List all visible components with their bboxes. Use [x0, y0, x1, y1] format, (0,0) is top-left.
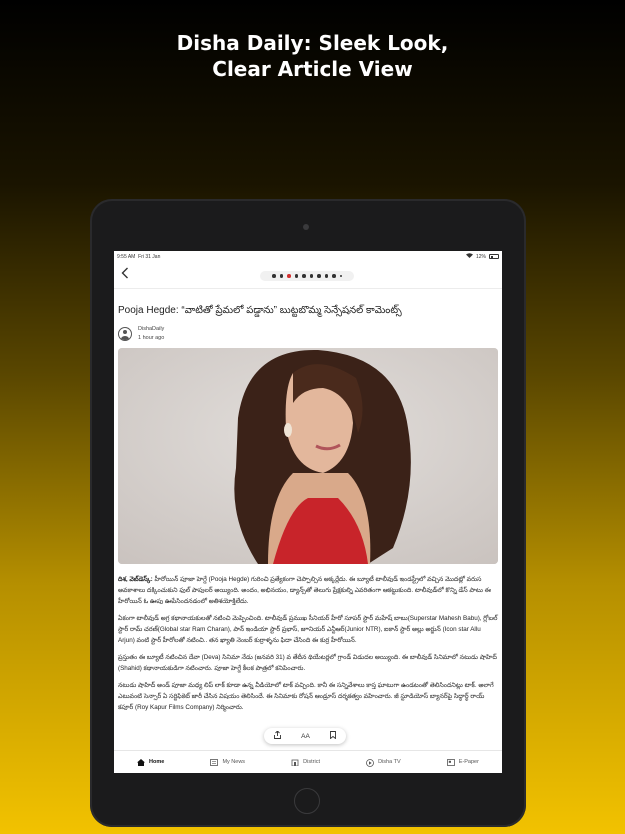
page-dot: [340, 275, 342, 277]
page-dot: [310, 274, 314, 278]
dateline: దిశ, వెబ్‌డెస్క్:: [118, 576, 153, 583]
status-time: 9:55 AM: [117, 253, 136, 260]
publish-time: 1 hour ago: [138, 335, 165, 341]
article-page-indicator[interactable]: [260, 271, 354, 281]
tab-home[interactable]: [137, 759, 164, 766]
epaper-icon: [447, 759, 455, 766]
tab-my-news[interactable]: [210, 759, 245, 766]
promo-headline: [0, 30, 625, 82]
article-body: [118, 574, 498, 713]
article-paragraph: [118, 574, 498, 607]
author-meta: [138, 325, 164, 343]
article-headline: Pooja Hegde: “వాటితో ప్రేమలో పడ్డాను” బుట్టబొమ్మ సెన్సేషనల్ కామెంట్స్: [118, 305, 402, 316]
status-bar: [114, 251, 502, 262]
news-icon: [210, 759, 218, 766]
status-right: [466, 253, 499, 260]
page-dot: [272, 274, 276, 278]
chevron-left-icon[interactable]: [121, 267, 129, 281]
app-screen: [114, 251, 502, 773]
tab-label: Disha TV: [378, 759, 401, 765]
article-hero-image[interactable]: [118, 348, 498, 564]
tab-disha-tv[interactable]: [366, 759, 401, 766]
page-dot: [295, 274, 299, 278]
article-paragraph: ఏకంగా టాలీవుడ్ అగ్ర కథానాయకులతో నటించి మెప్పించింది. టాలీవుడ్ ప్రముఖ సీనియర్ హీరో సూపర్ స్టార్ మహేష్ బాబు(Superstar Mahesh Babu), గ్లోబల్ స్టార్ రామ్ చరణ్(Global star Ram Charan), పాన్ ఇండియా స్టార్ ప్రభాస్, జూనియర్ ఎన్టీఆర్(Junior NTR), ఐకాన్ స్టార్ అల్లు అర్జున్ (Icon star Allu Arjun) వంటి స్టార్ హీరోలతో నటించి.. తన ఖ్యాతి నెంబర్ కుర్రాళ్ళను ఫిదా చేసింది ఈ కుర్ర హీరోయిన్.: [118, 615, 498, 644]
bottom-tab-bar: [114, 750, 502, 773]
reading-toolbar: [264, 728, 346, 744]
home-hardware-button[interactable]: [294, 788, 320, 814]
author-name: DishaDaily: [138, 326, 165, 332]
camera-icon: [303, 224, 309, 230]
page-dot: [325, 274, 329, 278]
article-paragraph: ప్రస్తుతం ఈ బ్యూటీ నటించిన దేవా (Deva) సినిమా నేడు (జనవరి 31) వ తేదీన థియేటర్లలో గ్రాండ్ విడుదల అయ్యింది. ఈ బాలీవుడ్ సినిమాలో నటుడు షాహిద్ (Shahid) కథానాయకుడిగా నటించారు. పూజా హెగ్డే కీలక పాత్రలో కనిపించారు.: [118, 654, 497, 672]
font-size-button[interactable]: AA: [301, 732, 310, 740]
tab-label: E-Paper: [458, 759, 479, 765]
author-avatar-icon: [118, 327, 132, 341]
page-dot: [332, 274, 336, 278]
bookmark-icon[interactable]: [330, 731, 336, 741]
play-icon: [366, 759, 374, 766]
tab-district[interactable]: [291, 759, 320, 766]
battery-icon: [489, 254, 499, 259]
battery-percent: 12%: [475, 253, 486, 260]
home-icon: [137, 759, 145, 766]
share-icon[interactable]: [274, 731, 281, 741]
promo-line-1: Disha Daily: Sleek Look,: [176, 31, 449, 55]
promo-line-2: Clear Article View: [212, 57, 413, 81]
page-dot: [302, 274, 306, 278]
page-dot: [317, 274, 321, 278]
tab-label: Home: [149, 759, 165, 765]
tab-e-paper[interactable]: [447, 759, 479, 766]
article-nav-bar: [114, 262, 502, 289]
article-paragraph: నటుడు షాహిద్ అండ్ పూజా మధ్య లిప్ లాక్ కూడా ఉన్న వీడియోలో టాక్ వచ్చింది. కానీ ఈ సన్నివేశాలు కాస్త ఘాటుగా ఉండటంతో తెలిసిందనిట్లు టాక్. అలాగే ఎటువంటి సెన్సార్ ఏ సర్టిఫికెట్ జారీ చేసిన విషయం తెలిసిందే. ఈ సినిమాకు రోషన్ ఆండ్రూస్ దర్శకత్వం వహించారు. జీ స్టూడియోస్ బ్యానర్‌పై సిద్ధార్థ్ రాయ్ కపూర్ (Roy Kapur Films Company) నిర్మించారు.: [118, 682, 494, 711]
status-date: Fri 31 Jan: [138, 253, 161, 260]
tab-label: District: [303, 759, 320, 765]
wifi-icon: [466, 253, 473, 260]
tab-label: My News: [222, 759, 246, 765]
page-dot: [280, 274, 284, 278]
paragraph-text: హీరోయిన్ పూజా హెగ్డే (Pooja Hegde) గురించి ప్రత్యేకంగా చెప్పాల్సిన అక్కర్లేదు. ఈ బ్యూటీ టాలీవుడ్ ఇండస్ట్రీలో వచ్చిన మొదట్లో వరుస అవకాశాలు దక్కించుకుని ఫుల్ పాపులర్ అయ్యింది. అందం, అభినయం, డ్యాన్స్‌తో తెలుగు ప్రేక్షకుల్ని ఎవరితంగా ఆకట్టుకుంది. టాలీవుడ్‌లో కొన్ని డేస్ పాటు ఈ హీరోయిన్ ఓ ఊపు ఊపేసిందనడంలో అతిశయోక్తిలేదు.: [118, 576, 491, 605]
district-icon: [291, 759, 299, 766]
article-author-row: [118, 325, 498, 343]
status-left: [117, 254, 160, 260]
page-dot-active: [287, 274, 291, 278]
portrait-image: [118, 348, 498, 564]
